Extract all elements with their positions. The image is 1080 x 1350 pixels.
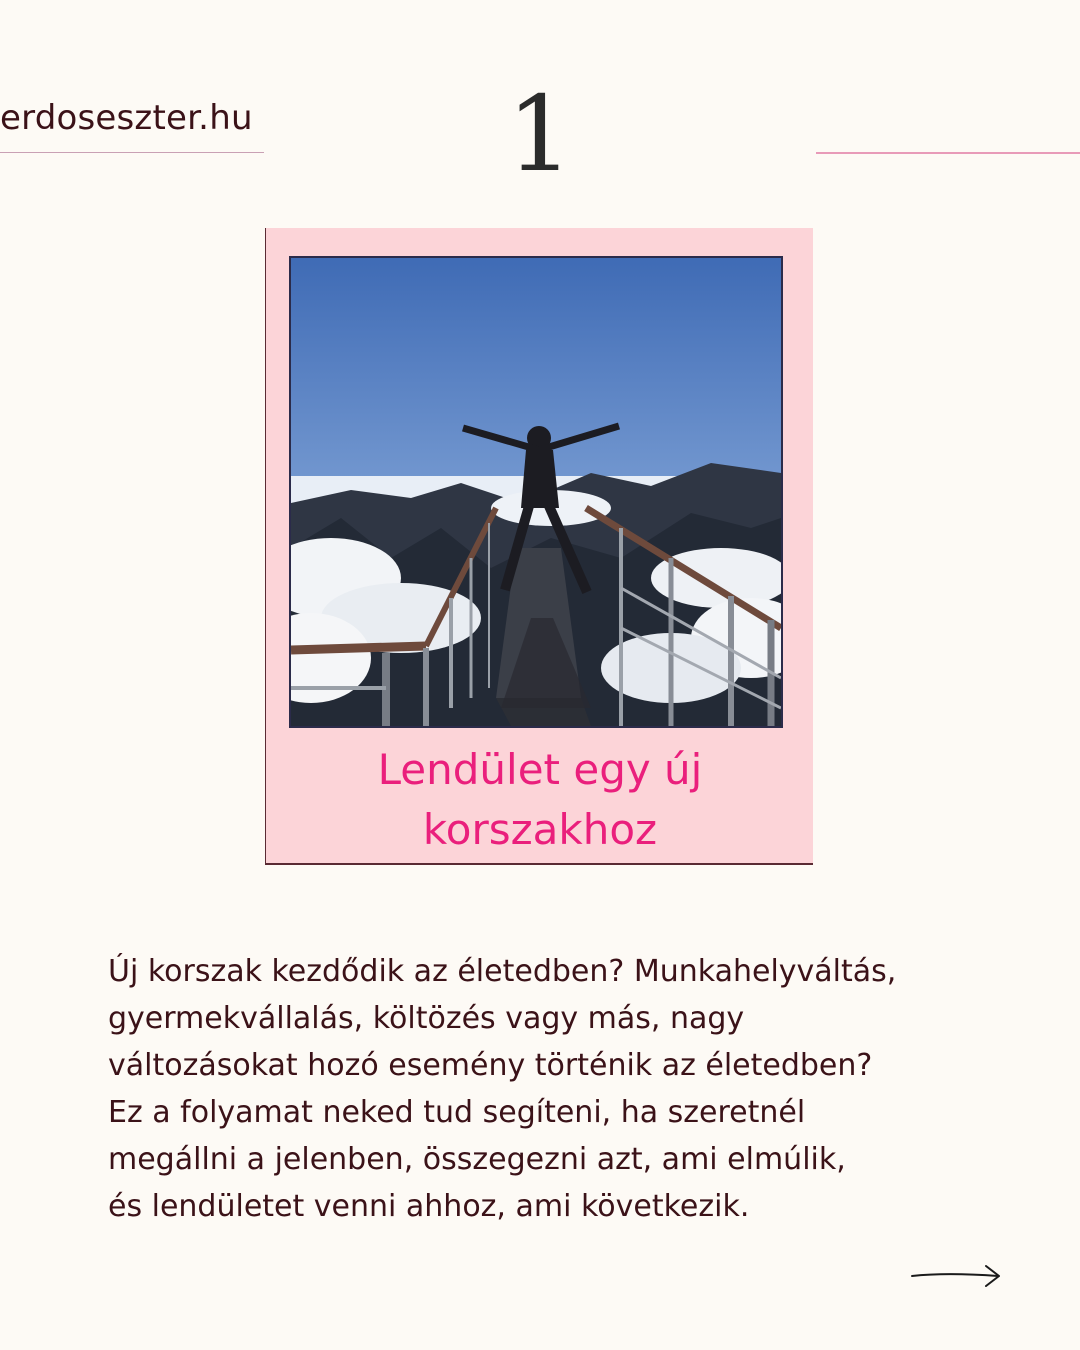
header-rule-left xyxy=(0,152,264,153)
page-number: 1 xyxy=(506,73,574,195)
arrow-right-icon xyxy=(910,1260,1002,1292)
feature-card xyxy=(265,228,813,865)
body-line: változásokat hozó esemény történik az életedben? xyxy=(108,1048,873,1083)
card-title-line-1: Lendület egy új xyxy=(377,745,703,794)
body-line: Új korszak kezdődik az életedben? Munkahelyváltás, xyxy=(108,954,897,989)
card-title-line-2: korszakhoz xyxy=(422,805,658,854)
body-paragraph xyxy=(108,948,988,1230)
card-title xyxy=(266,740,814,860)
body-line: Ez a folyamat neked tud segíteni, ha szeretnél xyxy=(108,1095,806,1130)
header-rule-right xyxy=(816,152,1080,154)
site-name[interactable]: erdoseszter.hu xyxy=(0,98,253,138)
hero-photo xyxy=(289,256,783,728)
body-line: és lendületet venni ahhoz, ami következik. xyxy=(108,1189,750,1224)
next-arrow-button[interactable] xyxy=(910,1260,1002,1292)
body-line: gyermekvállalás, költözés vagy más, nagy xyxy=(108,1001,745,1036)
body-line: megállni a jelenben, összegezni azt, ami elmúlik, xyxy=(108,1142,846,1177)
